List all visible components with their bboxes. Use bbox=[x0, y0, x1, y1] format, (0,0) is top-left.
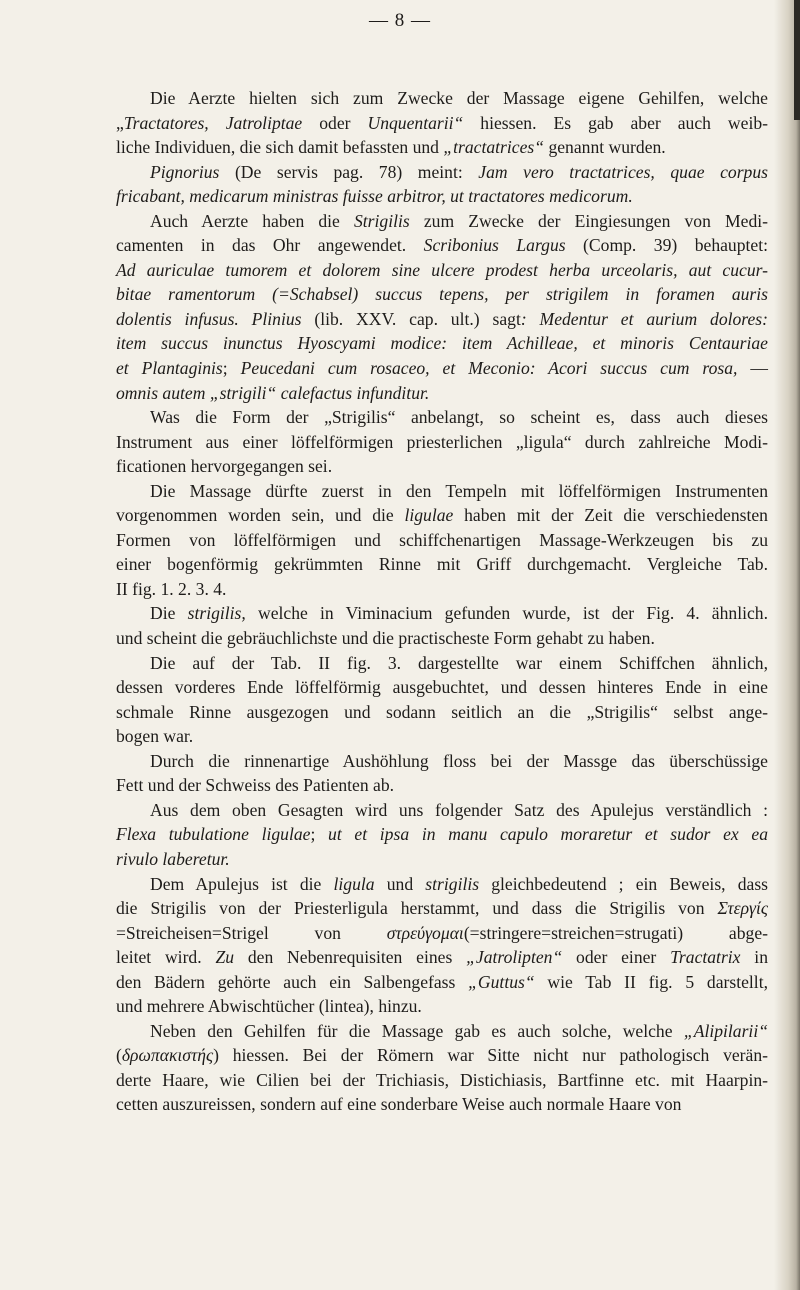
text-line bbox=[116, 577, 768, 602]
italic-segment: Ad auriculae tumorem et dolorem sine ulcere prodest herba urceolaris, aut cucur- bbox=[116, 259, 768, 280]
text-segment: Durch die rinnenartige Aushöhlung floss bei der Massge das überschüssige bbox=[150, 750, 768, 771]
text-segment: vorgenommen worden sein, und die bbox=[116, 505, 405, 526]
text-line bbox=[116, 552, 768, 577]
text-segment: in bbox=[740, 947, 768, 968]
text-segment: „ bbox=[116, 112, 124, 133]
text-segment: — bbox=[737, 358, 769, 379]
italic-segment: : Medentur et aurium dolores: bbox=[520, 308, 769, 329]
italic-segment: Flexa tubulatione ligulae bbox=[116, 824, 311, 845]
text-line bbox=[116, 847, 768, 872]
text-segment: zum Zwecke der Eingiesungen von Medi- bbox=[409, 210, 768, 231]
text-line bbox=[116, 86, 768, 111]
italic-segment: Pignorius bbox=[150, 161, 220, 182]
italic-segment: rivulo laberetur. bbox=[116, 848, 230, 869]
text-segment: einer bogenförmig gekrümmten Rinne mit Griff durchgemacht. Vergleiche Tab. bbox=[116, 554, 768, 575]
text-line bbox=[116, 921, 768, 946]
text-segment: Die Aerzte hielten sich zum Zwecke der Massage eigene Gehilfen, welche bbox=[150, 88, 768, 108]
italic-segment: strigilis, bbox=[187, 603, 246, 624]
text-line bbox=[116, 1092, 768, 1117]
text-segment: Die auf der Tab. II fig. 3. dargestellte war einem Schiffchen ähnlich, bbox=[150, 652, 768, 673]
text-line bbox=[116, 896, 768, 921]
text-segment: Formen von löffelförmigen und schiffchenartigen Massage-Werkzeugen bis zu bbox=[116, 529, 768, 550]
text-line bbox=[116, 724, 768, 749]
text-segment: ) hiessen. Bei der Römern war Sitte nicht nur pathologisch verän- bbox=[213, 1045, 768, 1066]
text-segment: =Streicheisen=Strigel von bbox=[116, 922, 387, 943]
text-line bbox=[116, 945, 768, 970]
text-segment: oder einer bbox=[562, 947, 671, 968]
text-segment: und bbox=[374, 873, 426, 894]
italic-segment: „Jatrolipten“ bbox=[466, 947, 563, 968]
text-line bbox=[116, 233, 768, 258]
body-text bbox=[116, 86, 768, 1117]
text-segment: den Nebenrequisiten eines bbox=[234, 947, 467, 968]
text-line bbox=[116, 601, 768, 626]
text-line bbox=[116, 1043, 768, 1068]
text-segment: Was die Form der „Strigilis“ anbelangt, so scheint es, dass auch dieses bbox=[150, 407, 768, 428]
text-line bbox=[116, 454, 768, 479]
italic-segment: Στεργίς bbox=[717, 898, 768, 919]
italic-segment: Scribonius Largus bbox=[423, 235, 566, 256]
text-line bbox=[116, 209, 768, 234]
text-line bbox=[116, 258, 768, 283]
text-segment: gleichbedeutend ; ein Beweis, dass bbox=[479, 873, 769, 894]
italic-segment: bitae ramentorum (=Schabsel) succus tepens, per strigilem in foramen auris bbox=[116, 284, 768, 305]
page-edge-shadow bbox=[774, 0, 800, 1290]
text-line bbox=[116, 994, 768, 1019]
text-segment: camenten in das Ohr angewendet. bbox=[116, 235, 424, 256]
text-segment: und mehrere Abwischtücher (lintea), hinzu. bbox=[116, 996, 422, 1017]
text-segment: II fig. 1. 2. 3. 4. bbox=[116, 578, 227, 599]
text-segment: bogen war. bbox=[116, 726, 194, 747]
text-segment: ficationen hervorgegangen sei. bbox=[116, 456, 333, 477]
text-segment: welche in Viminacium gefunden wurde, ist der Fig. 4. ähnlich. bbox=[245, 603, 768, 624]
page-number: — 8 — bbox=[369, 10, 431, 31]
text-segment: Neben den Gehilfen für die Massage gab es auch solche, welche bbox=[150, 1020, 684, 1041]
italic-segment: dolentis infusus. Plinius bbox=[116, 308, 302, 329]
italic-segment: Unquentarii“ bbox=[367, 112, 464, 133]
text-line bbox=[116, 282, 768, 307]
italic-segment: Peucedani cum rosaceo, et Meconio: Acori succus cum rosa, bbox=[240, 358, 738, 379]
text-line bbox=[116, 700, 768, 725]
text-line bbox=[116, 135, 768, 160]
text-line bbox=[116, 749, 768, 774]
text-segment: cetten auszureissen, sondern auf eine sonderbare Weise auch normale Haare von bbox=[116, 1094, 682, 1115]
text-line bbox=[116, 405, 768, 430]
text-segment: den Bädern gehörte auch ein Salbengefass bbox=[116, 971, 469, 992]
text-line bbox=[116, 331, 768, 356]
text-segment: Die Massage dürfte zuerst in den Tempeln mit löffelförmigen Instrumenten bbox=[150, 480, 768, 501]
text-segment: Aus dem oben Gesagten wird uns folgender Satz des Apulejus verständlich : bbox=[150, 799, 768, 820]
text-line bbox=[116, 798, 768, 823]
text-line bbox=[116, 822, 768, 847]
text-line bbox=[116, 479, 768, 504]
italic-segment: et Plantaginis bbox=[116, 358, 223, 379]
italic-segment: Tractatores, Jatroliptae bbox=[123, 112, 303, 133]
italic-segment: fricabant, medicarum ministras fuisse arbitror, ut tractatores medicorum. bbox=[116, 186, 633, 207]
text-line bbox=[116, 626, 768, 651]
italic-segment: „Guttus“ bbox=[468, 971, 535, 992]
text-line bbox=[116, 1019, 768, 1044]
italic-segment: ligulae bbox=[404, 505, 454, 526]
text-line bbox=[116, 381, 768, 406]
text-segment: liche Individuen, die sich damit befassten und bbox=[116, 137, 444, 158]
italic-segment: στρεύγομαι bbox=[386, 922, 464, 943]
text-segment: die Strigilis von der Priesterligula herstammt, und dass die Strigilis von bbox=[116, 898, 718, 919]
text-segment: Instrument aus einer löffelförmigen priesterlichen „ligula“ durch zahlreiche Modi- bbox=[116, 431, 768, 452]
text-segment: (Comp. 39) behauptet: bbox=[565, 235, 768, 256]
text-segment: (=stringere=streichen=strugati) abge- bbox=[463, 922, 768, 943]
italic-segment: Zu bbox=[215, 947, 235, 968]
italic-segment: Strigilis bbox=[353, 210, 410, 231]
italic-segment: δρωπακιστής bbox=[121, 1045, 214, 1066]
text-segment: Dem Apulejus ist die bbox=[150, 873, 334, 894]
italic-segment: „Alipilarii“ bbox=[683, 1020, 768, 1041]
text-segment: ; bbox=[310, 824, 329, 845]
text-segment: ( bbox=[116, 1045, 122, 1066]
text-line bbox=[116, 503, 768, 528]
italic-segment: ligula bbox=[333, 873, 375, 894]
text-line bbox=[116, 773, 768, 798]
text-segment: haben mit der Zeit die verschiedensten bbox=[453, 505, 768, 526]
text-segment: schmale Rinne ausgezogen und sodann seitlich an die „Strigilis“ selbst ange- bbox=[116, 701, 768, 722]
text-segment: genannt wurden. bbox=[544, 137, 666, 158]
text-segment: Auch Aerzte haben die bbox=[150, 210, 354, 231]
text-segment: leitet wird. bbox=[116, 947, 216, 968]
text-line bbox=[116, 528, 768, 553]
text-segment: Fett und der Schweiss des Patienten ab. bbox=[116, 775, 395, 796]
text-line bbox=[116, 307, 768, 332]
italic-segment: „tractatrices“ bbox=[443, 137, 545, 158]
text-line bbox=[116, 160, 768, 185]
text-segment: (lib. XXV. cap. ult.) sagt bbox=[301, 308, 521, 329]
text-segment: (De servis pag. 78) meint: bbox=[219, 161, 479, 182]
text-line bbox=[116, 970, 768, 995]
text-line bbox=[116, 356, 768, 381]
italic-segment: item succus inunctus Hyoscyami modice: item Achilleae, et minoris Centauriae bbox=[116, 333, 768, 354]
text-line bbox=[116, 1068, 768, 1093]
text-segment: ; bbox=[222, 358, 241, 379]
italic-segment: Jam vero tractatrices, quae corpus bbox=[478, 161, 768, 182]
text-line bbox=[116, 651, 768, 676]
text-line bbox=[116, 675, 768, 700]
text-segment: und scheint die gebräuchlichste und die practischeste Form gehabt zu haben. bbox=[116, 628, 655, 649]
text-line bbox=[116, 111, 768, 136]
text-segment: dessen vorderes Ende löffelförmig ausgebuchtet, und dessen hinteres Ende in eine bbox=[116, 677, 768, 698]
italic-segment: strigilis bbox=[425, 873, 480, 894]
text-segment: wie Tab II fig. 5 darstellt, bbox=[534, 971, 768, 992]
text-segment: Die bbox=[150, 603, 188, 624]
italic-segment: Tractatrix bbox=[670, 947, 741, 968]
italic-segment: ut et ipsa in manu capulo moraretur et sudor ex ea bbox=[328, 824, 768, 845]
text-line bbox=[116, 872, 768, 897]
text-segment: derte Haare, wie Cilien bei der Trichiasis, Distichiasis, Bartfinne etc. mit Haarpin- bbox=[116, 1069, 768, 1090]
text-line bbox=[116, 430, 768, 455]
text-segment: oder bbox=[302, 112, 368, 133]
text-line bbox=[116, 184, 768, 209]
text-segment: hiessen. Es gab aber auch weib- bbox=[463, 112, 768, 133]
italic-segment: omnis autem „strigili“ calefactus infunditur. bbox=[116, 382, 430, 403]
